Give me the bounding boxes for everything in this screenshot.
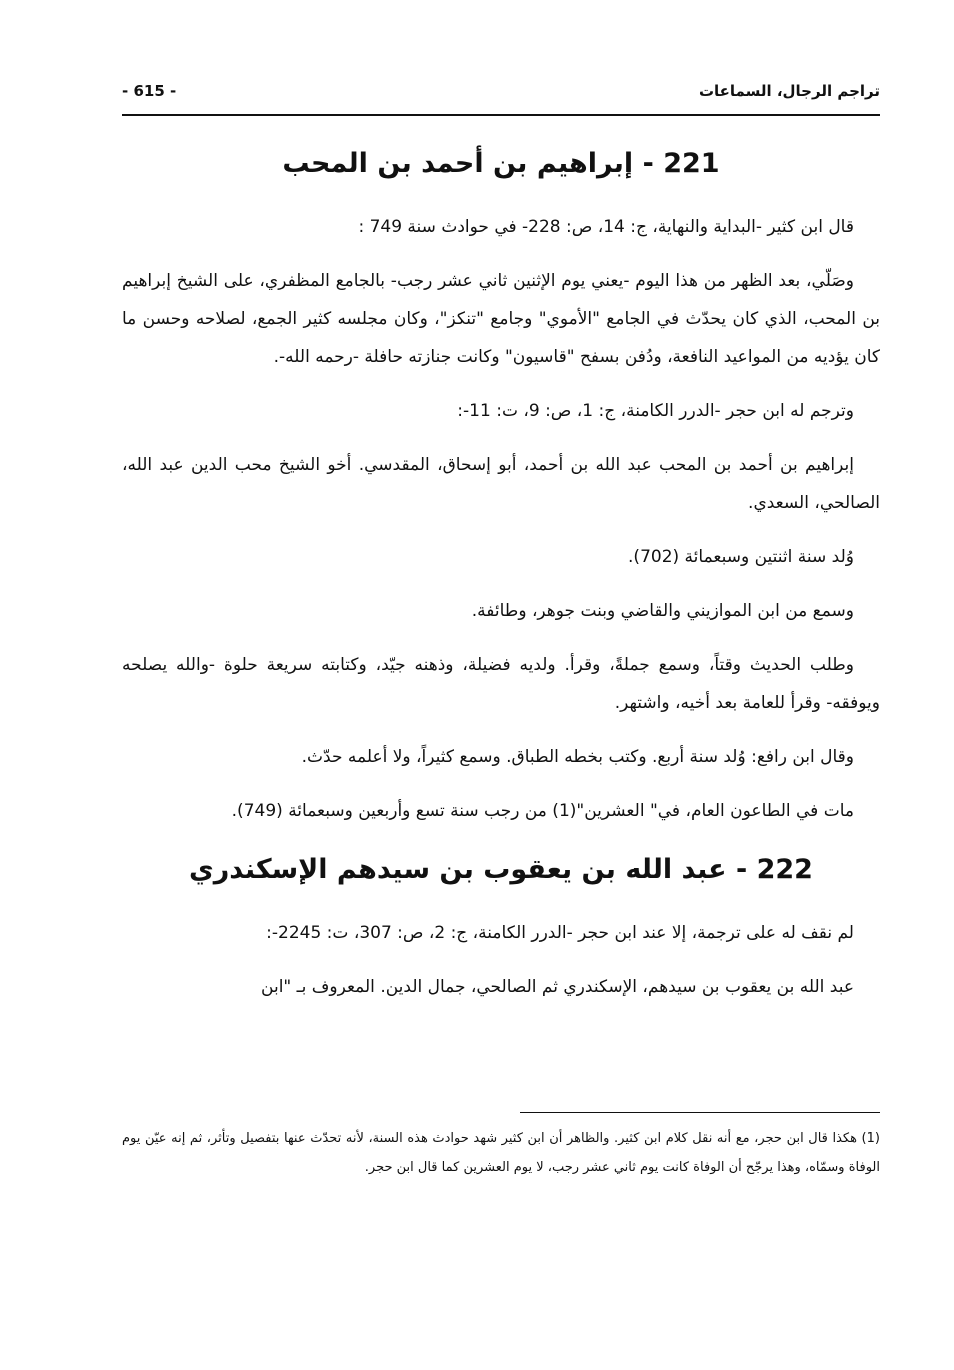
- paragraph: مات في الطاعون العام، في" العشرين"(1) من رجب سنة تسع وأربعين وسبعمائة (749).: [231, 801, 854, 821]
- running-title: تراجم الرجال، السماعات: [698, 82, 880, 100]
- paragraph: قال ابن كثير -البداية والنهاية، ج: 14، ص: 228- في حوادث سنة 749 :: [358, 217, 854, 237]
- paragraph: وترجم له ابن حجر -الدرر الكامنة، ج: 1، ص: 9، ت: 11-:: [457, 401, 854, 421]
- paragraph: وقال ابن رافع: وُلد سنة أربع. وكتب بخطه الطباق. وسمع كثيراً، ولا أعلمه حدّث.: [301, 747, 854, 767]
- entry-number: 222: [756, 854, 813, 885]
- main-content: [122, 130, 880, 1022]
- paragraph: لم نقف له على ترجمة، إلا عند ابن حجر -الدرر الكامنة، ج: 2، ص: 307، ت: 2245-:: [266, 923, 854, 943]
- paragraph: إبراهيم بن أحمد بن المحب عبد الله بن أحمد، أبو إسحاق، المقدسي. أخو الشيخ محب الدين عبد الله، الصالحي، السعدي.: [122, 455, 880, 513]
- entry-title: [122, 846, 880, 894]
- entry-heading: - إبراهيم بن أحمد بن المحب: [282, 148, 654, 179]
- entry-222: [122, 846, 880, 1006]
- paragraph: وصَلّي، بعد الظهر من هذا اليوم -يعني يوم الإثنين ثاني عشر رجب- بالجامع المظفري، على الشيخ إبراهيم بن المحب، الذي كان يحدّث في الجامع "الأموي" وجامع "تنكز"، وكان مجلسه كثير الجمع، لصلاحه وحسن ما كان يؤديه من المواعيد النافعة، ودُفن بسفح "قاسيون" وكانت جنازته حافلة -رحمه الله-.: [122, 271, 880, 367]
- entry-number: 221: [663, 148, 720, 179]
- page-header: [122, 74, 880, 108]
- footnote-rule: [520, 1112, 880, 1113]
- entry-heading: - عبد الله بن يعقوب بن سيدهم الإسكندري: [189, 854, 748, 885]
- page-number: - 615 -: [122, 82, 177, 100]
- paragraph: وُلد سنة اثنتين وسبعمائة (702).: [628, 547, 854, 567]
- entry-title: [122, 140, 880, 188]
- header-rule: [122, 114, 880, 116]
- footnote: (1) هكذا قال ابن حجر، مع أنه نقل كلام ابن كثير. والظاهر أن ابن كثير شهد حوادث هذه السنة، لأنه تحدّث عنها بتفصيل وتأثر، ثم إنه عيّن يوم الوفاة وسمّاه، وهذا يرجّح أن الوفاة كانت يوم ثاني عشر رجب، لا يوم العشرين كما قال ابن حجر.: [122, 1131, 880, 1175]
- paragraph: وطلب الحديث وقتاً، وسمع جملةً، وقرأ. ولديه فضيلة، وذهنه جيّد، وكتابته سريعة حلوة -والله يصلحه ويوفقه- وقرأ للعامة بعد أخيه، واشتهر.: [122, 655, 880, 713]
- paragraph: وسمع من ابن الموازيني والقاضي وبنت جوهر، وطائفة.: [471, 601, 854, 621]
- entry-221: [122, 140, 880, 830]
- paragraph: عبد الله بن يعقوب بن سيدهم، الإسكندري ثم الصالحي، جمال الدين. المعروف بـ "ابن: [261, 977, 854, 997]
